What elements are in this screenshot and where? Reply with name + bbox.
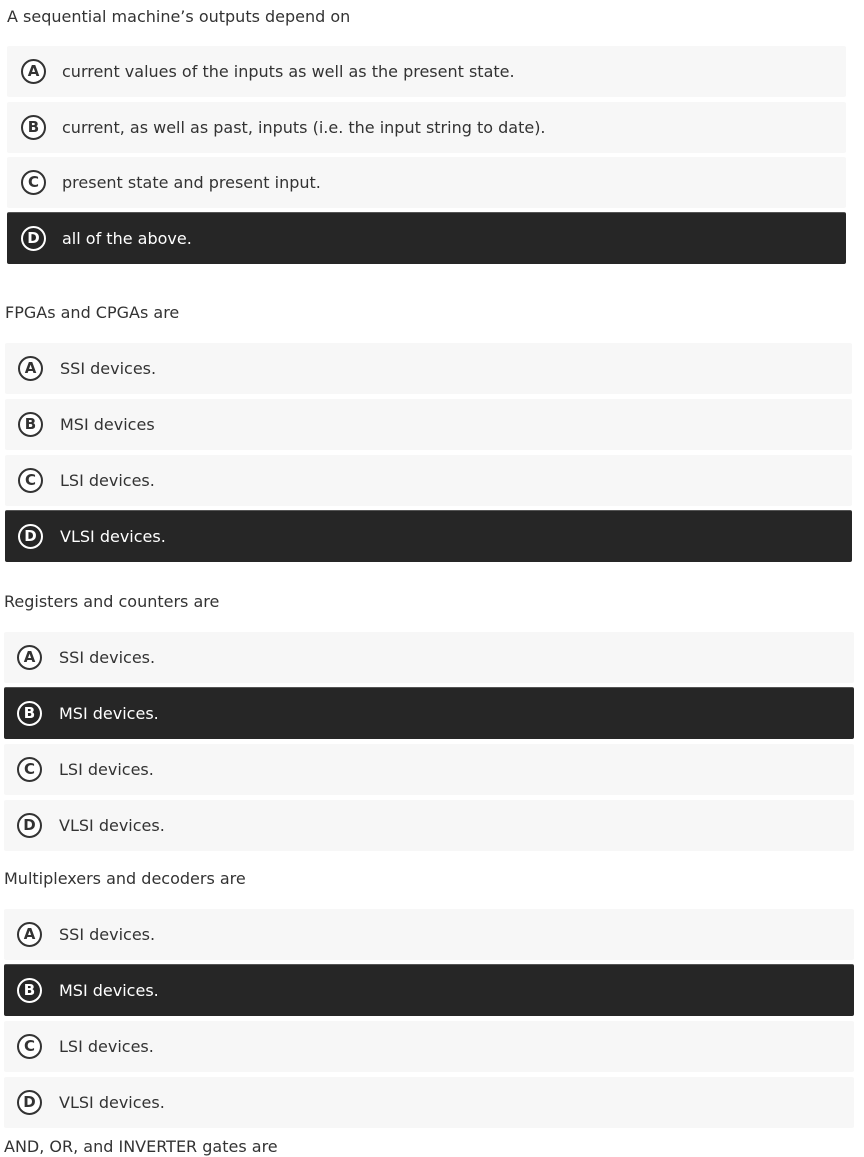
option-text: all of the above. [62,229,192,248]
option-letter-d: D [17,813,42,838]
option-text: VLSI devices. [60,527,166,546]
option-text: LSI devices. [59,760,154,779]
question-5-text: AND, OR, and INVERTER gates are [4,1137,278,1156]
option-letter-d: D [17,1090,42,1115]
option-text: present state and present input. [62,173,321,192]
question-4-option-d[interactable] [4,1077,854,1128]
question-1-option-d[interactable] [7,212,846,264]
question-1-option-a[interactable] [7,46,846,97]
option-letter-b: B [18,412,43,437]
question-2-text: FPGAs and CPGAs are [5,303,180,322]
option-text: SSI devices. [59,648,156,667]
question-2-option-c[interactable] [5,455,852,506]
option-text: MSI devices [60,415,155,434]
option-letter-b: B [17,978,42,1003]
option-text: LSI devices. [60,471,155,490]
option-text: MSI devices. [59,704,159,723]
option-text: MSI devices. [59,981,159,1000]
option-letter-b: B [21,115,46,140]
question-3-option-d[interactable] [4,800,854,851]
option-letter-c: C [17,1034,42,1059]
option-letter-a: A [17,645,42,670]
option-letter-d: D [18,524,43,549]
question-1-option-b[interactable] [7,102,846,153]
option-text: VLSI devices. [59,1093,165,1112]
question-3-option-c[interactable] [4,744,854,795]
question-2-option-b[interactable] [5,399,852,450]
question-3-option-a[interactable] [4,632,854,683]
option-letter-d: D [21,226,46,251]
option-letter-a: A [17,922,42,947]
question-4-option-c[interactable] [4,1021,854,1072]
option-letter-c: C [21,170,46,195]
question-3-option-b[interactable] [4,687,854,739]
question-1-option-c[interactable] [7,157,846,208]
question-4-text: Multiplexers and decoders are [4,869,246,888]
option-text: VLSI devices. [59,816,165,835]
option-text: current values of the inputs as well as the present state. [62,62,515,81]
option-letter-c: C [17,757,42,782]
question-2-option-d[interactable] [5,510,852,562]
option-text: SSI devices. [60,359,157,378]
option-text: SSI devices. [59,925,156,944]
option-text: LSI devices. [59,1037,154,1056]
option-letter-c: C [18,468,43,493]
option-letter-a: A [21,59,46,84]
question-4-option-a[interactable] [4,909,854,960]
question-1-text: A sequential machine’s outputs depend on [7,7,351,26]
option-letter-b: B [17,701,42,726]
question-3-text: Registers and counters are [4,592,220,611]
option-text: current, as well as past, inputs (i.e. the input string to date). [62,118,546,137]
question-2-option-a[interactable] [5,343,852,394]
question-4-option-b[interactable] [4,964,854,1016]
option-letter-a: A [18,356,43,381]
